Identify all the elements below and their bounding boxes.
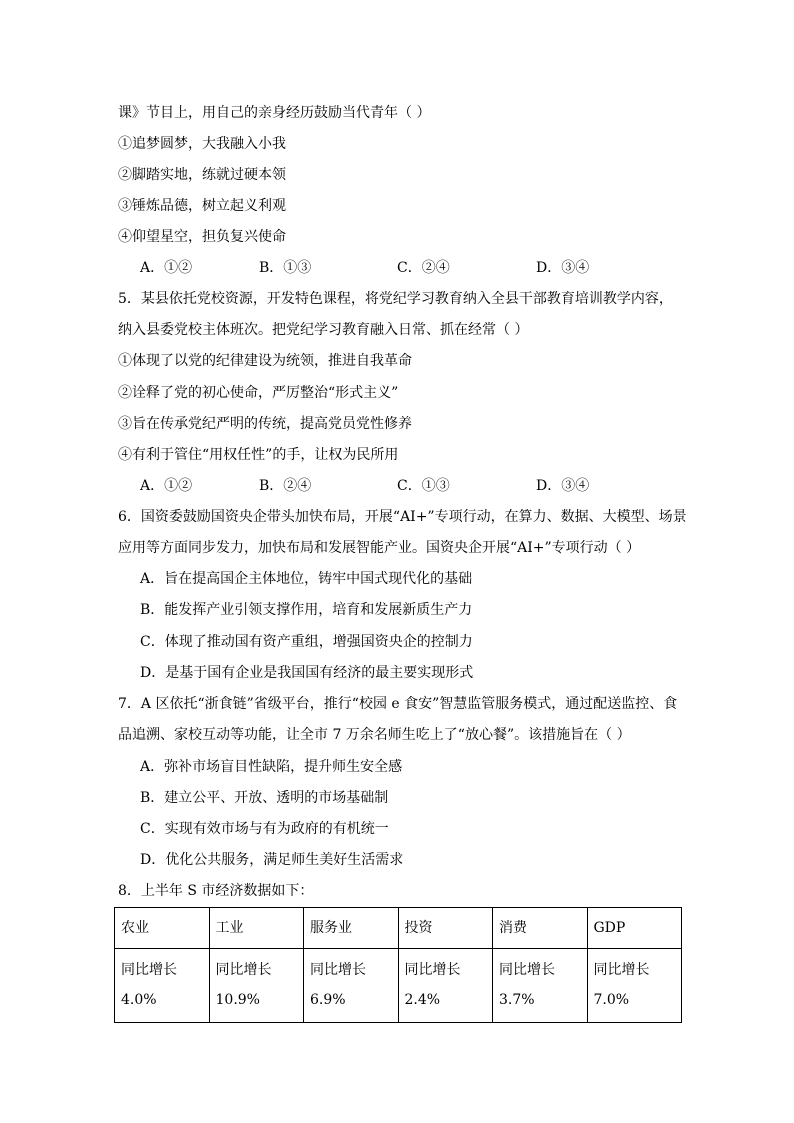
q5-item-1: ①体现了以党的纪律建设为统领，推进自我革命 (118, 353, 412, 369)
q4-item-2: ②脚踏实地，练就过硬本领 (118, 167, 286, 183)
q5-choice-c: C．①③ (397, 478, 450, 494)
q4-choice-b: B．①③ (259, 260, 312, 276)
table-header-cell: 消费 (493, 908, 588, 949)
table-cell (209, 949, 304, 1023)
q5-choice-a: A．①② (140, 478, 193, 494)
table-header-cell: 服务业 (304, 908, 399, 949)
cell-label: 同比增长 (310, 962, 366, 978)
q7-stem-line-2: 品追溯、家校互动等功能，让全市 7 万余名师生吃上了“放心餐”。该措施旨在（ ） (118, 727, 631, 743)
cell-value: 2.4% (404, 992, 441, 1008)
cell-value: 10.9% (215, 992, 260, 1008)
cell-value: 3.7% (499, 992, 535, 1008)
q6-option-c: C．体现了推动国有资产重组，增强国资央企的控制力 (140, 634, 473, 650)
table-cell (115, 949, 210, 1023)
table-header-cell: 农业 (115, 908, 210, 949)
q5-choice-d: D．③④ (536, 478, 590, 494)
table-cell (304, 949, 399, 1023)
q7-option-a: A．弥补市场盲目性缺陷，提升师生安全感 (140, 759, 403, 775)
q6-option-d: D．是基于国有企业是我国国有经济的最主要实现形式 (140, 665, 474, 681)
economic-data-table (114, 907, 682, 1023)
q4-choice-d: D．③④ (536, 260, 590, 276)
q6-stem-line-2: 应用等方面同步发力，加快布局和发展智能产业。国资央企开展“AI+”专项行动（ ） (118, 540, 641, 556)
q7-stem-line-1: 7．A 区依托“浙食链”省级平台，推行“校园 e 食安”智慧监管服务模式，通过配送监控、食 (118, 696, 678, 712)
table-cell (587, 949, 682, 1023)
table-row (115, 949, 682, 1023)
q7-option-b: B．建立公平、开放、透明的市场基础制 (140, 790, 389, 806)
cell-label: 同比增长 (121, 962, 177, 978)
q4-choice-a: A．①② (140, 260, 193, 276)
q5-choice-b: B．②④ (259, 478, 312, 494)
q7-option-c: C．实现有效市场与有为政府的有机统一 (140, 821, 389, 837)
q8-stem: 8．上半年 S 市经济数据如下： (118, 883, 314, 899)
q4-choice-c: C．②④ (397, 260, 450, 276)
q4-item-4: ④仰望星空，担负复兴使命 (118, 229, 286, 245)
table-header-cell: 投资 (398, 908, 493, 949)
table-header-row (115, 908, 682, 949)
q5-item-2: ②诠释了党的初心使命，严厉整治“形式主义” (118, 385, 399, 401)
table-header-cell: 工业 (209, 908, 304, 949)
q5-stem-line-1: 5．某县依托党校资源，开发特色课程，将党纪学习教育纳入全县干部教育培训教学内容， (118, 291, 673, 307)
q6-stem-line-1: 6．国资委鼓励国资央企带头加快布局，开展“AI+”专项行动，在算力、数据、大模型、场景 (118, 509, 687, 525)
table-cell (493, 949, 588, 1023)
q4-item-3: ③锤炼品德，树立起义利观 (118, 198, 286, 214)
q4-stem-tail: 课》节目上，用自己的亲身经历鼓励当代青年（ ） (118, 105, 431, 121)
q7-option-d: D．优化公共服务，满足师生美好生活需求 (140, 852, 404, 868)
cell-value: 7.0% (593, 992, 630, 1008)
cell-value: 6.9% (310, 992, 346, 1008)
cell-value: 4.0% (121, 992, 157, 1008)
q5-item-3: ③旨在传承党纪严明的传统，提高党员党性修养 (118, 416, 412, 432)
table-cell (398, 949, 493, 1023)
q6-option-a: A．旨在提高国企主体地位，铸牢中国式现代化的基础 (140, 571, 473, 587)
cell-label: 同比增长 (404, 962, 461, 978)
cell-label: 同比增长 (499, 962, 555, 978)
q6-option-b: B．能发挥产业引领支撑作用，培育和发展新质生产力 (140, 602, 473, 618)
table-header-cell: GDP (587, 908, 682, 949)
q5-item-4: ④有利于管住“用权任性”的手，让权为民所用 (118, 447, 399, 463)
q5-stem-line-2: 纳入县委党校主体班次。把党纪学习教育融入日常、抓在经常（ ） (118, 322, 529, 338)
q4-item-1: ①追梦圆梦，大我融入小我 (118, 136, 286, 152)
cell-label: 同比增长 (215, 962, 272, 978)
cell-label: 同比增长 (593, 962, 650, 978)
